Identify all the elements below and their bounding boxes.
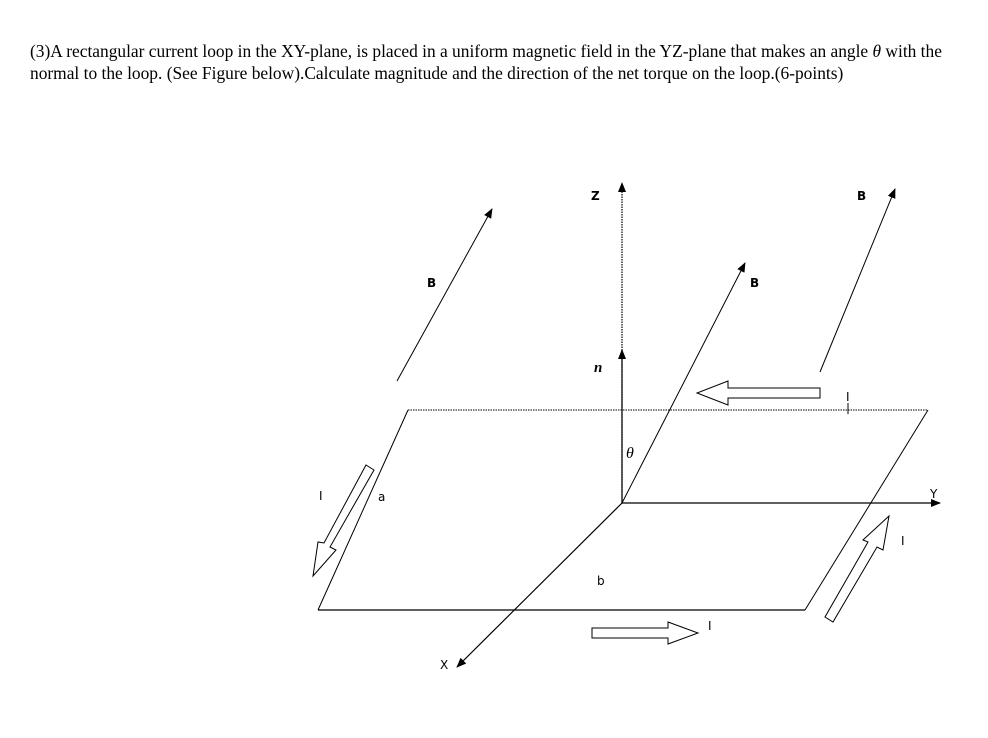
question-part1: (3)A rectangular current loop in the XY-plane, is placed in a uniform magnetic field in the YZ-plane that makes an angle xyxy=(30,41,869,61)
question-part2: with the normal to the loop. (See Figure below).Calculate magnitude and the direction of the net torque on the loop.(6-points) xyxy=(30,41,942,83)
theta-symbol: θ xyxy=(872,41,882,61)
side-b-label: b xyxy=(597,574,605,588)
current-arrow-left xyxy=(313,465,374,576)
current-arrow-bottom xyxy=(592,622,698,644)
b-field-right-line xyxy=(820,189,895,372)
axis-x-label: X xyxy=(440,658,449,672)
normal-label: n xyxy=(594,360,603,376)
current-right-label: I xyxy=(901,534,905,548)
side-a-label: a xyxy=(378,490,386,504)
current-arrow-right xyxy=(825,516,889,622)
loop-left-edge xyxy=(318,410,408,610)
b-field-center-label: B xyxy=(750,276,760,290)
b-field-right-label: B xyxy=(857,189,867,203)
current-arrow-top xyxy=(697,381,820,405)
angle-label: θ xyxy=(626,445,634,462)
loop-right-edge xyxy=(805,410,928,610)
b-field-left-label: B xyxy=(427,276,437,290)
current-top-label: I xyxy=(846,390,850,404)
current-left-label: I xyxy=(319,489,323,503)
b-field-left-line xyxy=(397,209,492,381)
current-bottom-label: I xyxy=(708,619,712,633)
axis-y-label: Y xyxy=(930,487,938,501)
axis-z-label: Z xyxy=(591,189,600,203)
